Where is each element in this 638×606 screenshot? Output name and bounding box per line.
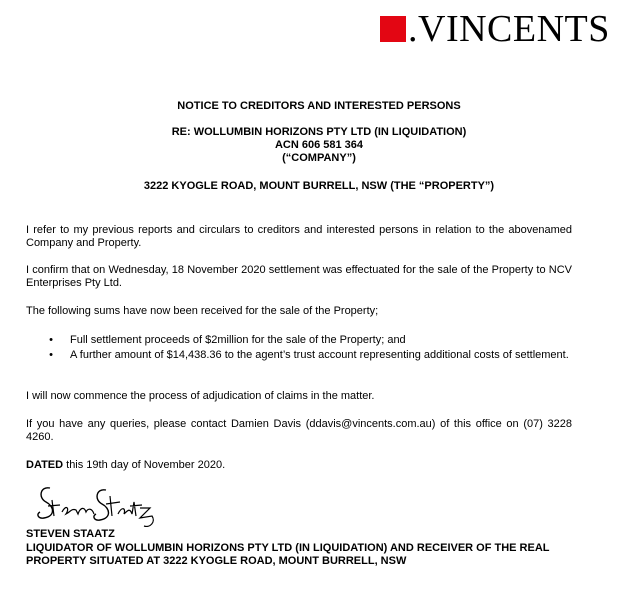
logo-text: .VINCENTS [408,8,610,50]
paragraph-adjudication: I will now commence the process of adjudication of claims in the matter. [26,390,375,402]
list-item [26,334,572,347]
property-line: 3222 KYOGLE ROAD, MOUNT BURRELL, NSW (THE “PROPERTY”) [143,180,495,192]
acn-line: ACN 606 581 364 [274,139,364,151]
bullet-icon: • [49,349,53,361]
paragraph-settlement: I confirm that on Wednesday, 18 November 2020 settlement was effectuated for the sale of the Property to NCV Enterprises Pty Ltd. [26,264,572,289]
re-line: RE: WOLLUMBIN HORIZONS PTY LTD (IN LIQUIDATION) [171,126,467,138]
list-item-text: A further amount of $14,438.36 to the agent’s trust account representing additional costs of settlement. [70,349,569,361]
sums-list [26,334,572,364]
signatory-role: LIQUIDATOR OF WOLLUMBIN HORIZONS PTY LTD (IN LIQUIDATION) AND RECEIVER OF THE REAL PROPERTY SITUATED AT 3222 KYOGLE ROAD, MOUNT BURRELL, NSW [26,542,550,567]
signatory-name: STEVEN STAATZ [26,528,115,540]
paragraph-previous-reports: I refer to my previous reports and circulars to creditors and interested persons in relation to the abovenamed Company and Property. [26,224,572,249]
company-tag: (“COMPANY”) [282,152,356,164]
dated-text: this 19th day of November 2020. [63,459,226,471]
list-item [26,349,572,362]
paragraph-contact: If you have any queries, please contact Damien Davis (ddavis@vincents.com.au) of this office on (07) 3228 4260. [26,418,572,443]
dated-label: DATED [26,459,64,471]
handwritten-signature [32,478,162,535]
notice-title: NOTICE TO CREDITORS AND INTERESTED PERSONS [177,100,461,112]
list-item-text: Full settlement proceeds of $2million for the sale of the Property; and [70,334,406,346]
vincents-logo [380,8,610,50]
paragraph-sums-received: The following sums have now been received for the sale of the Property; [26,305,379,317]
logo-red-square [380,16,406,42]
dated-line [26,459,572,472]
bullet-icon: • [49,334,53,346]
